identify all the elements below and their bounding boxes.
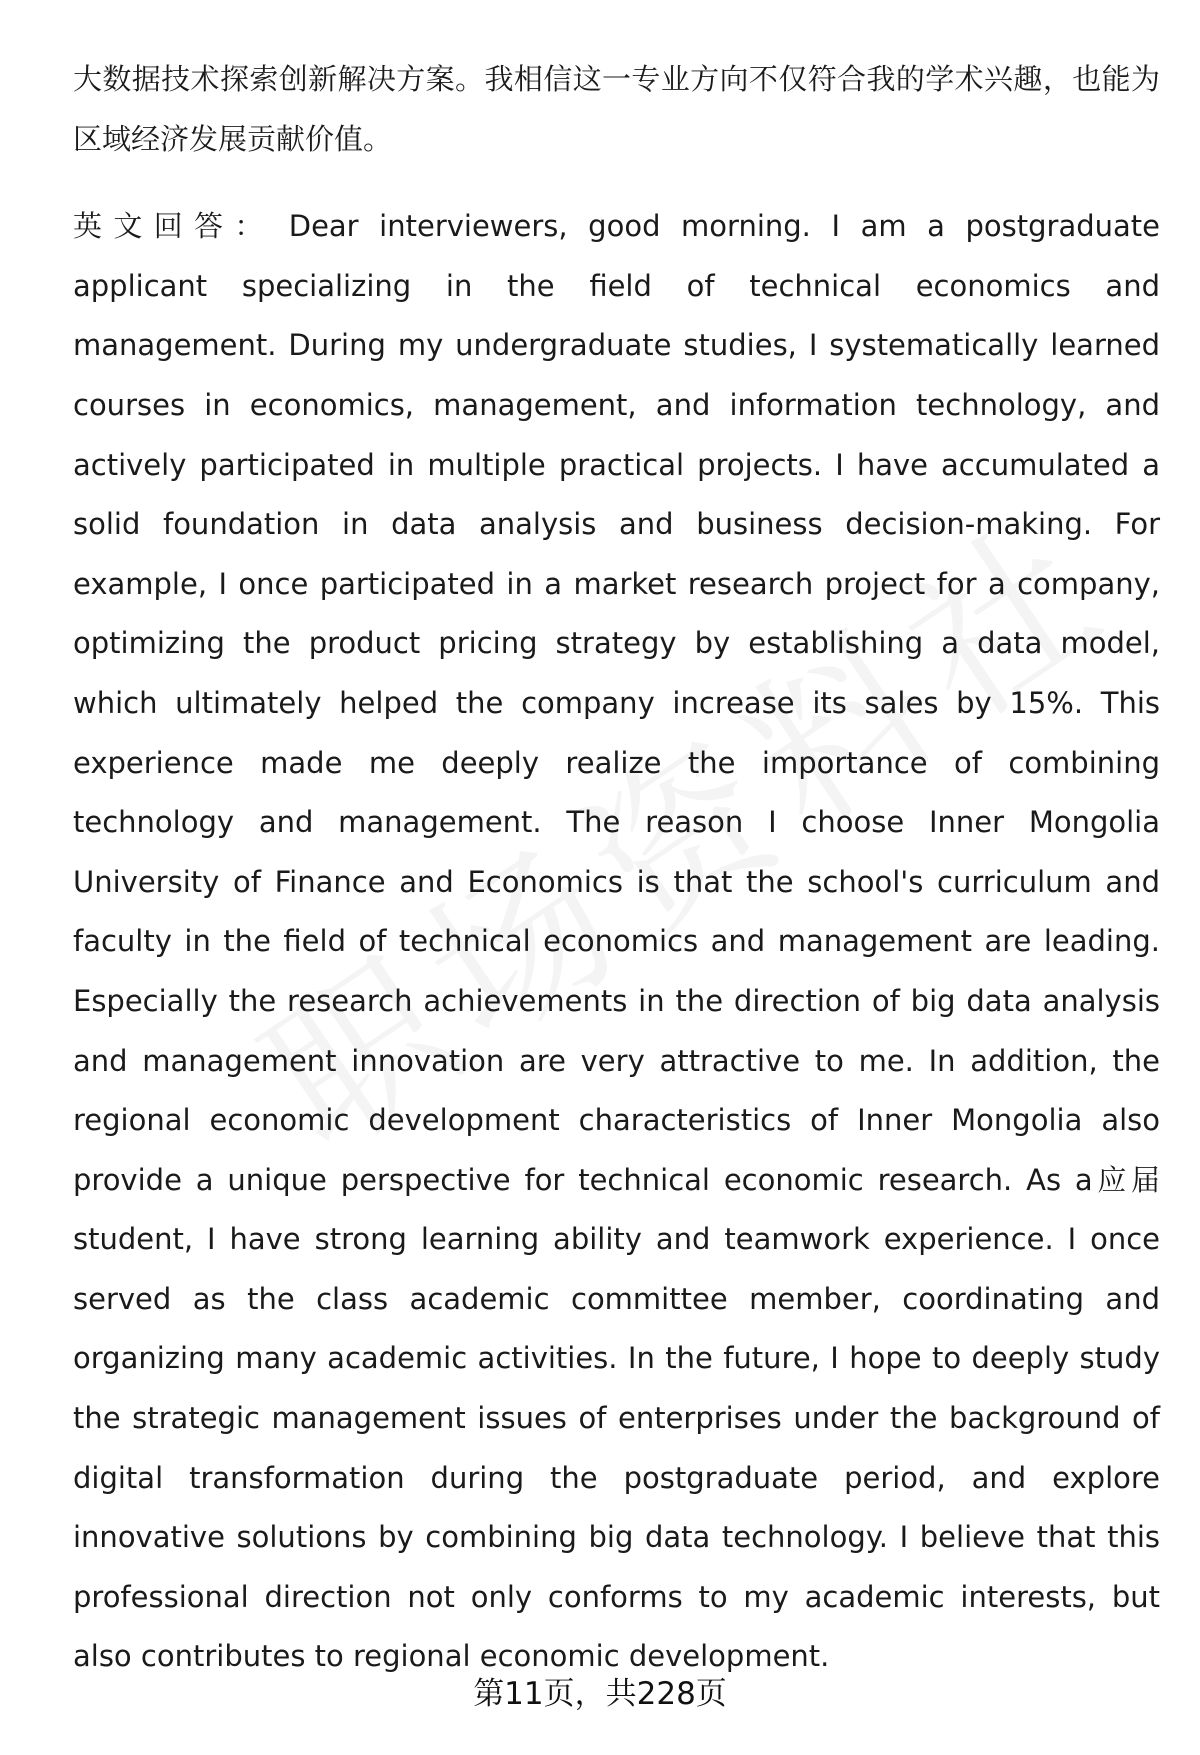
page-number-footer: 第11页，共228页	[473, 1676, 727, 1712]
english-answer-label: 英文回答：	[73, 209, 275, 244]
document-body	[73, 50, 1160, 1687]
paragraph-chinese-answer-end: 大数据技术探索创新解决方案。我相信这一专业方向不仅符合我的学术兴趣，也能为区域经济发展贡献价值。	[73, 62, 1160, 156]
english-answer-text: Dear interviewers, good morning. I am a postgraduate applicant specializing in the field of technical economics and management. During my undergraduate studies, I systematically learned courses in economics, management, and information technology, and actively participated in multiple practical projects. I have accumulated a solid foundation in data analysis and business decision-making. For example, I once participated in a market research project for a company, optimizing the product pricing strategy by establishing a data model, which ultimately helped the company increase its sales by 15%. This experience made me deeply realize the importance of combining technology and management. The reason I choose Inner Mongolia University of Finance and Economics is that the school's curriculum and faculty in the field of technical economics and management are leading. Especially the research achievements in the direction of big data analysis and management innovation are very attractive to me. In addition, the regional economic development characteristics of Inner Mongolia also provide a unique perspective for technical economic research. As a应届 student, I have strong learning ability and teamwork experience. I once served as the class academic committee member, coordinating and organizing many academic activities. In the future, I hope to deeply study the strategic management issues of enterprises under the background of digital transformation during the postgraduate period, and explore innovative solutions by combining big data technology. I believe that this professional direction not only conforms to my academic interests, but also contributes to regional economic development.	[73, 209, 1160, 1674]
paragraph-english-answer	[73, 197, 1160, 1687]
